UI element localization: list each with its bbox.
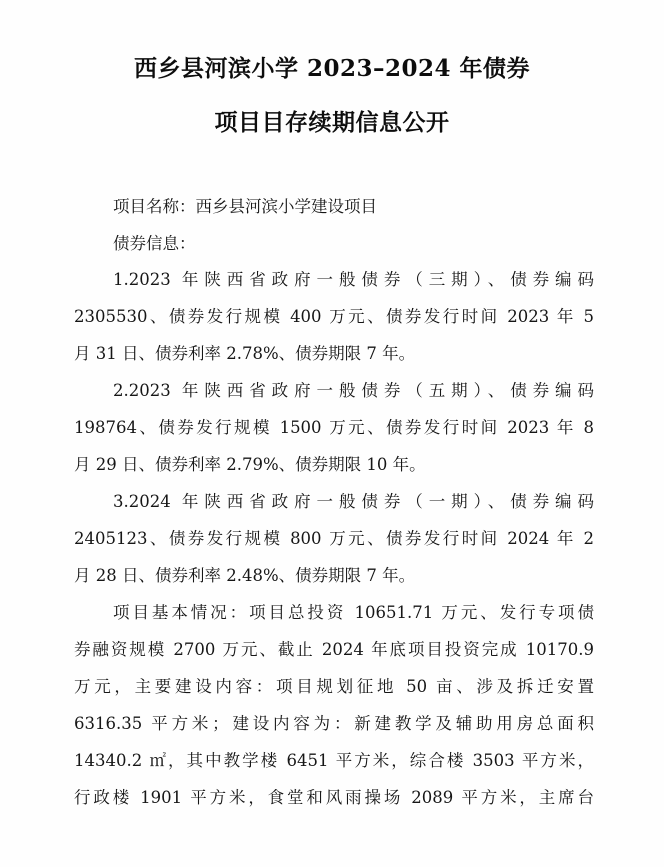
bond-2-line-3: 月 29 日、债券利率 2.79%、债券期限 10 年。 xyxy=(74,455,426,474)
basic-info-line-5: 14340.2 ㎡，其中教学楼 6451 平方米，综合楼 3503 平方米， xyxy=(74,751,594,770)
bond-2-line-1: 2.2023 年陕西省政府一般债券（五期）、债券编码 xyxy=(113,381,594,400)
basic-info-line-6: 行政楼 1901 平方米，食堂和风雨操场 2089 平方米，主席台 xyxy=(74,788,594,807)
bond-info-label: 债券信息： xyxy=(113,234,196,253)
basic-info-line-3: 万元，主要建设内容：项目规划征地 50 亩、涉及拆迁安置 xyxy=(74,677,594,696)
bond-1-line-1: 1.2023 年陕西省政府一般债券（三期）、债券编码 xyxy=(113,270,594,289)
bond-1-line-2: 2305530、债券发行规模 400 万元、债券发行时间 2023 年 5 xyxy=(74,307,594,326)
document-title-line-2: 项目目存续期信息公开 xyxy=(214,109,450,136)
project-name: 项目名称：西乡县河滨小学建设项目 xyxy=(113,197,377,216)
bond-2-line-2: 198764、债券发行规模 1500 万元、债券发行时间 2023 年 8 xyxy=(74,418,594,437)
bond-3-line-1: 3.2024 年陕西省政府一般债券（一期）、债券编码 xyxy=(113,492,594,511)
bond-1-line-3: 月 31 日、债券利率 2.78%、债券期限 7 年。 xyxy=(74,344,416,363)
document-title-line-1: 西乡县河滨小学 2023–2024 年债券 xyxy=(133,55,531,82)
bond-3-line-2: 2405123、债券发行规模 800 万元、债券发行时间 2024 年 2 xyxy=(74,529,594,548)
basic-info-line-1: 项目基本情况：项目总投资 10651.71 万元、发行专项债 xyxy=(113,603,594,622)
bond-3-line-3: 月 28 日、债券利率 2.48%、债券期限 7 年。 xyxy=(74,566,416,585)
basic-info-line-4: 6316.35 平方米；建设内容为：新建教学及辅助用房总面积 xyxy=(74,714,594,733)
basic-info-line-2: 券融资规模 2700 万元、截止 2024 年底项目投资完成 10170.9 xyxy=(74,640,594,659)
